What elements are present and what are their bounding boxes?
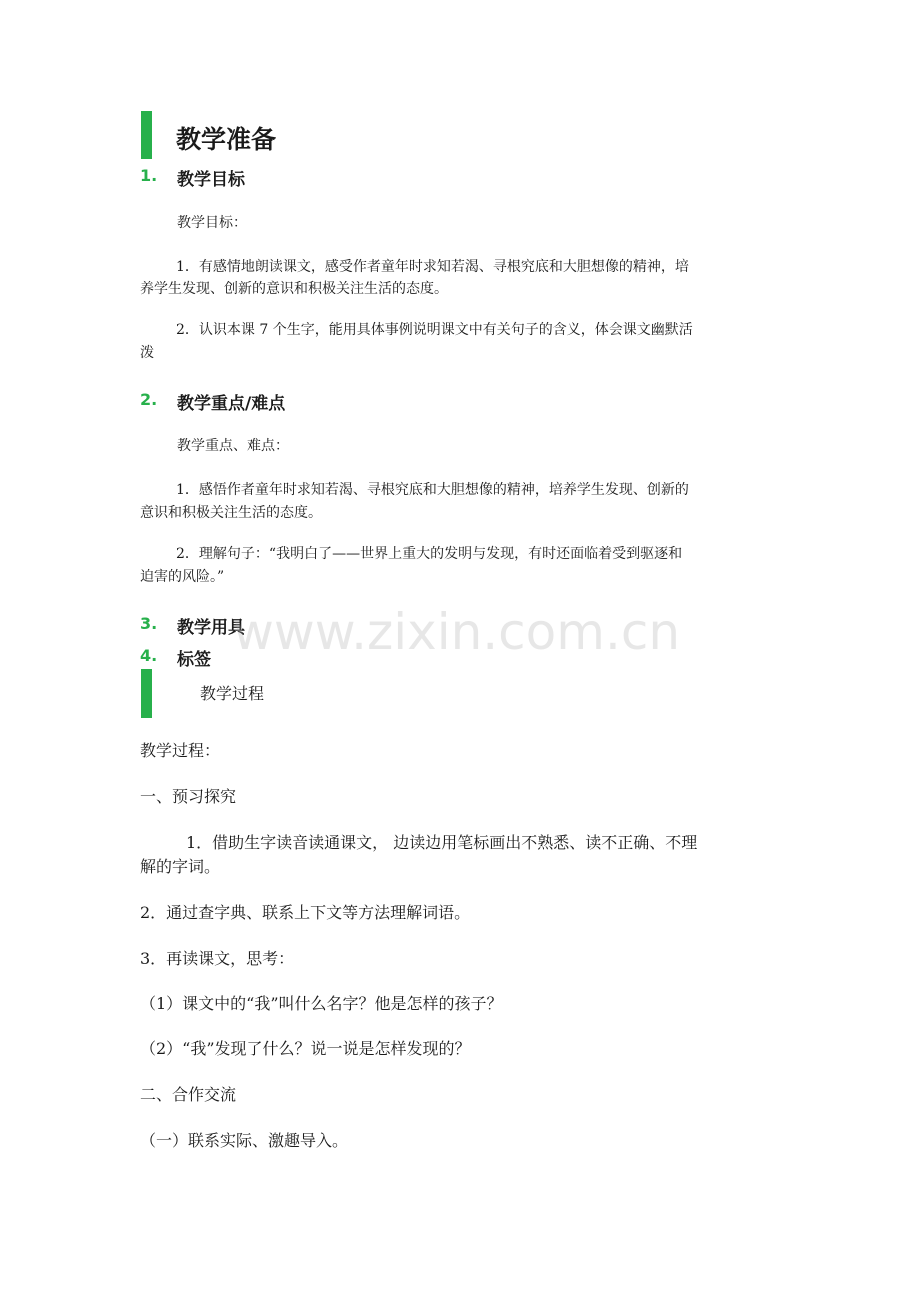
goals-p1-line1: 1．有感情地朗读课文，感受作者童年时求知若渴、寻根究底和大胆想像的精神，培 [176, 259, 689, 275]
key-points-p1-line1: 1．感悟作者童年时求知若渴、寻根究底和大胆想像的精神，培养学生发现、创新的 [176, 482, 689, 498]
goals-p2-line1: 2．认识本课 7 个生字，能用具体事例说明课文中有关句子的含义，体会课文幽默活 [176, 322, 693, 338]
process-heading: 教学过程： [140, 741, 221, 760]
goals-heading: 教学目标： [177, 215, 247, 231]
section-title-prep: 教学准备 [176, 125, 277, 154]
key-points-p2-line1: 2．理解句子：“我明白了——世界上重大的发明与发现，有时还面临着受到驱逐和 [176, 546, 683, 562]
item-label-tags: 标签 [177, 650, 211, 670]
item-label-goals: 教学目标 [177, 170, 245, 190]
process-part1: 一、预习探究 [140, 787, 237, 806]
key-points-heading: 教学重点、难点： [177, 438, 289, 454]
item-number-4: 4. [140, 646, 158, 665]
goals-p1-line2: 养学生发现、创新的意识和积极关注生活的态度。 [140, 281, 448, 297]
item-number-2: 2. [140, 390, 158, 409]
goals-p2-line2: 泼 [140, 345, 154, 361]
process-part2: 二、合作交流 [140, 1085, 237, 1104]
process-step3: 3．再读课文，思考： [140, 949, 295, 968]
process-step1-line2: 解的字词。 [140, 857, 221, 876]
process-question2: （2）“我”发现了什么？说一说是怎样发现的？ [140, 1039, 471, 1058]
process-step1-line1: 1．借助生字读音读通课文， 边读边用笔标画出不熟悉、读不正确、不理 [186, 833, 698, 852]
key-points-p1-line2: 意识和积极关注生活的态度。 [140, 505, 322, 521]
process-sub1: （一）联系实际、激趣导入。 [140, 1131, 349, 1150]
key-points-p2-line2: 迫害的风险。” [140, 569, 225, 585]
section-marker-bar [141, 669, 152, 718]
section-marker-bar [141, 111, 152, 159]
item-number-1: 1. [140, 166, 158, 185]
section-title-process: 教学过程 [200, 684, 265, 703]
item-label-tools: 教学用具 [177, 618, 245, 638]
watermark: www.zixin.com.cn [233, 603, 681, 661]
item-label-key-points: 教学重点/难点 [177, 394, 286, 414]
process-question1: （1）课文中的“我”叫什么名字？他是怎样的孩子？ [140, 994, 503, 1013]
process-step2: 2．通过查字典、联系上下文等方法理解词语。 [140, 903, 471, 922]
item-number-3: 3. [140, 614, 158, 633]
